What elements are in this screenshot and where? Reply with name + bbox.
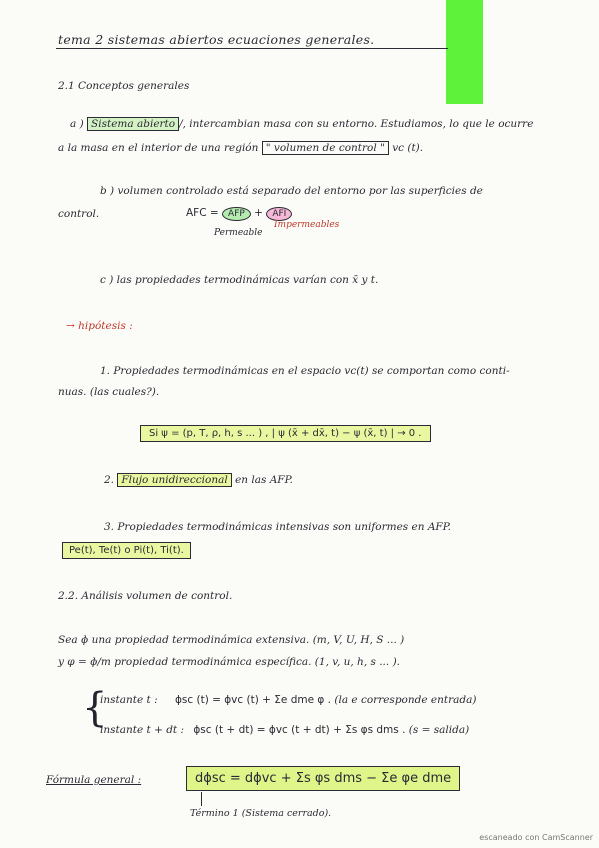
instante-t-note: (la e corresponde entrada) <box>334 694 477 706</box>
extensive-property-line: Sea ɸ una propiedad termodinámica extensiva. (m, V, U, H, S ... ) <box>58 634 405 646</box>
afi-circle: AFI <box>266 207 292 221</box>
instante-t-row <box>100 694 476 706</box>
section-2-1-heading: 2.1 Conceptos generales <box>58 80 190 92</box>
termino-1-label: Término 1 (Sistema cerrado). <box>190 808 332 819</box>
item-a-vc: vc (t). <box>392 142 424 154</box>
sistema-abierto-box: Sistema abierto <box>87 117 179 131</box>
plus-sign: + <box>254 207 263 219</box>
page-title: tema 2 sistemas abiertos ecuaciones generales. <box>58 32 375 47</box>
termino-pointer <box>201 792 202 806</box>
hipotesis-1-line-1: 1. Propiedades termodinámicas en el espacio vc(t) se comportan como conti- <box>100 365 510 377</box>
formula-general-label: Fórmula general : <box>46 774 142 786</box>
title-underline <box>56 48 448 49</box>
instante-t-dt-note: (s = salida) <box>408 724 470 736</box>
flujo-unidireccional-box: Flujo unidireccional <box>117 473 231 487</box>
highlighter-mark <box>446 0 483 104</box>
hipotesis-heading: → hipótesis : <box>66 320 133 332</box>
hipotesis-2-text: en las AFP. <box>235 474 293 486</box>
permeable-label: Permeable <box>214 228 263 238</box>
continuity-condition-box: Si ψ = (p, T, ρ, h, s ... ) , | ψ (x̄ + dx̄, t) − ψ (x̄, t) | → 0 . <box>140 425 431 442</box>
impermeables-label: Impermeables <box>274 220 340 230</box>
instante-t-dt-label: instante t + dt : <box>100 724 185 736</box>
item-a <box>70 118 533 130</box>
afp-circle: AFP <box>222 207 251 221</box>
afc-label: AFC = <box>186 207 219 219</box>
hipotesis-2-number: 2. <box>104 474 115 486</box>
volumen-control-box: " volumen de control " <box>262 141 389 155</box>
section-2-2-heading: 2.2. Análisis volumen de control. <box>58 590 233 602</box>
item-b-label: b ) <box>100 185 115 197</box>
item-a-line-2 <box>58 142 423 154</box>
left-brace: { <box>82 685 108 731</box>
uniform-properties-box: Pe(t), Te(t) o Pi(t), Ti(t). <box>62 542 191 559</box>
hipotesis-1-line-2: nuas. (las cuales?). <box>58 386 160 398</box>
item-a-text-1: /, intercambian masa con su entorno. Estudiamos, lo que le ocurre <box>179 118 534 130</box>
item-c: c ) las propiedades termodinámicas varían con x̄ y t. <box>100 274 379 286</box>
item-a-label: a ) <box>70 118 84 130</box>
instante-t-dt-row <box>100 724 469 736</box>
item-b-text-1: volumen controlado está separado del entorno por las superficies de <box>117 185 483 197</box>
item-b-line-1 <box>100 185 483 197</box>
item-b-text-2: control. <box>58 208 100 220</box>
specific-property-line: y φ = ɸ/m propiedad termodinámica específica. (1, v, u, h, s ... ). <box>58 656 401 668</box>
instante-t-equation: ɸsc (t) = ɸvc (t) + Σe dme φ . <box>174 694 332 706</box>
instante-t-label: instante t : <box>100 694 158 706</box>
general-formula-box: dɸsc = dɸvc + Σs φs dms − Σe φe dme <box>186 766 460 791</box>
hipotesis-3-line: 3. Propiedades termodinámicas intensivas son uniformes en AFP. <box>104 521 451 533</box>
hipotesis-2 <box>104 474 293 486</box>
scanner-watermark: escaneado con CamScanner <box>479 833 593 842</box>
instante-t-dt-equation: ɸsc (t + dt) = ɸvc (t + dt) + Σs φs dms . <box>193 724 406 736</box>
afc-equation <box>186 207 292 221</box>
item-a-text-2: a la masa en el interior de una región <box>58 142 259 154</box>
